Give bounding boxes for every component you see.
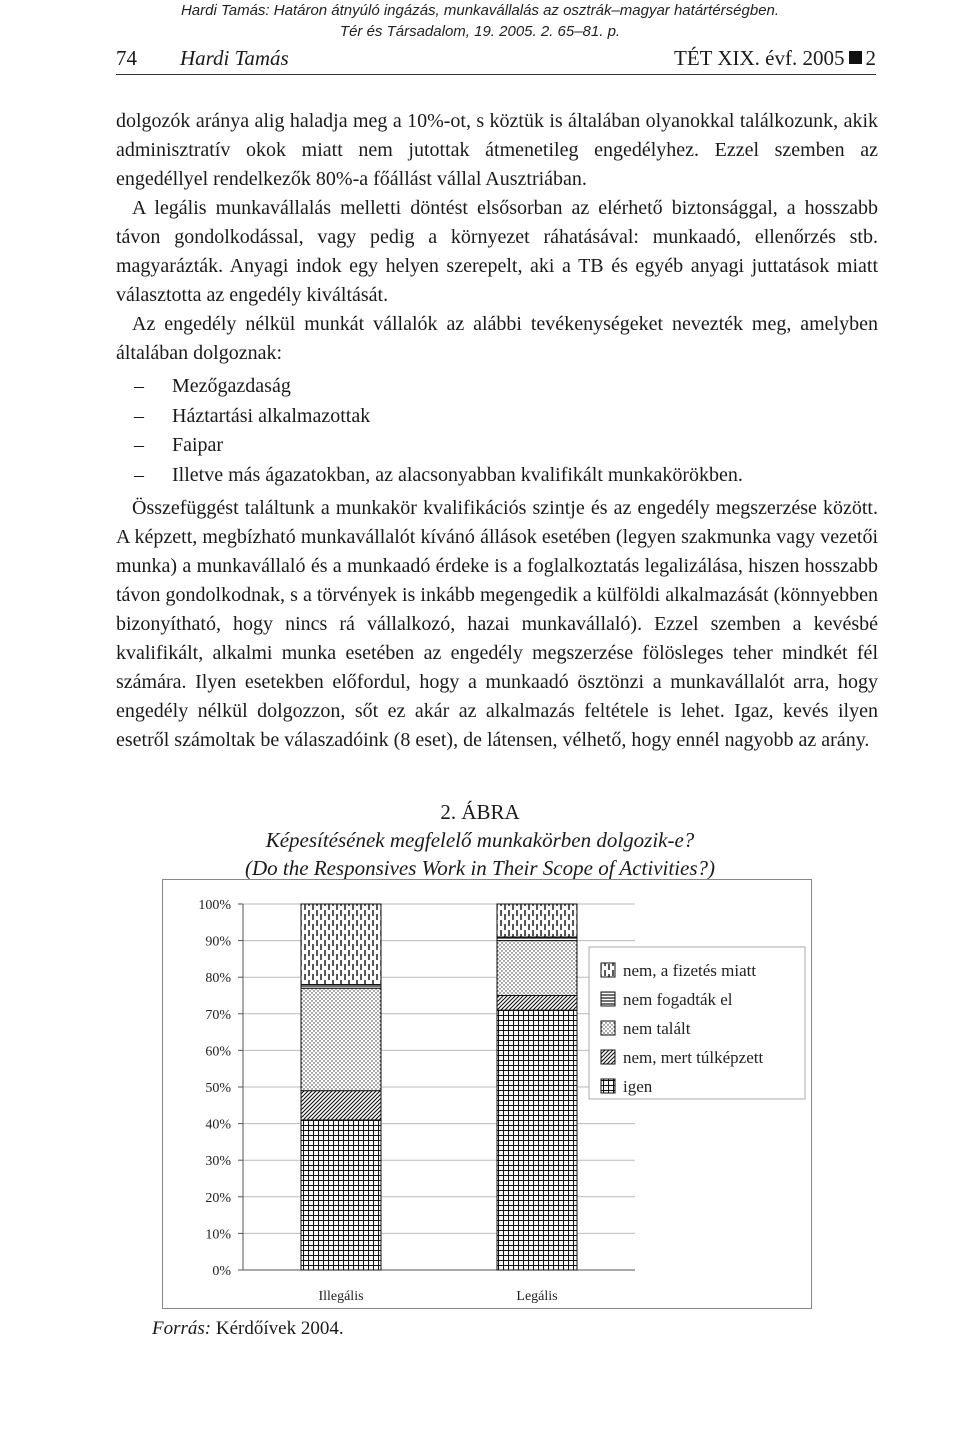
list-item-text: Mezőgazdaság [172, 375, 291, 397]
paragraph-1: dolgozók aránya alig haladja meg a 10%-ot, s köztük is általában olyanokkal találkozunk, akik adminisztratív okok miatt nem jutottak átmenetileg engedélyhez. Ezzel szemben az engedéllyel rendelkezők 80%-a főállást vállal Ausztriában. [116, 110, 878, 190]
y-tick-label: 60% [205, 1044, 231, 1060]
y-tick-label: 40% [205, 1117, 231, 1133]
stacked-bar-chart [163, 880, 811, 1308]
bar-segment-dots [497, 941, 577, 996]
bar-segment-lines [497, 937, 577, 941]
bar-segment-hatch [497, 996, 577, 1011]
body-text [116, 107, 878, 755]
list-item [116, 402, 878, 432]
running-head-journal [674, 46, 876, 71]
bar-segment-grid [497, 1010, 577, 1270]
journal-volume: TÉT XIX. évf. 2005 [674, 46, 845, 70]
list-item [116, 461, 878, 491]
dash-marker: – [134, 463, 144, 486]
square-bullet-icon [849, 51, 862, 64]
source-text: Kérdőívek 2004. [215, 1318, 344, 1339]
citation-line-2: Tér és Társadalom, 19. 2005. 2. 65–81. p. [339, 23, 621, 40]
legend-label: nem talált [623, 1019, 691, 1038]
y-tick-label: 30% [205, 1154, 231, 1170]
legend-swatch-hatch [601, 1050, 615, 1064]
bar-segment-vdash [301, 904, 381, 985]
list-item [116, 372, 878, 402]
journal-issue: 2 [865, 46, 876, 70]
list-item-text: Faipar [172, 434, 224, 456]
y-tick-label: 80% [205, 971, 231, 987]
dash-marker: – [134, 375, 144, 397]
citation-line-1: Hardi Tamás: Határon átnyúló ingázás, munkavállalás az osztrák–magyar határtérségben. [180, 2, 780, 19]
bar-segment-vdash [497, 904, 577, 937]
legend-swatch-lines [601, 992, 615, 1006]
figure-title-en: (Do the Responsives Work in Their Scope of Activities?) [244, 856, 716, 880]
y-tick-label: 90% [205, 934, 231, 950]
y-tick-label: 50% [205, 1081, 231, 1096]
x-category-label: Illegális [318, 1289, 364, 1304]
legend-swatch-dots [601, 1021, 615, 1035]
citation-header [0, 0, 960, 42]
chart-frame [162, 879, 812, 1309]
legend-label: nem, a fizetés miatt [623, 961, 757, 980]
running-head [116, 46, 876, 75]
activity-list [116, 372, 878, 490]
list-item [116, 431, 878, 461]
bar-segment-grid [301, 1120, 381, 1270]
dash-marker: – [134, 404, 144, 427]
legend-label: nem fogadták el [623, 990, 733, 1009]
y-tick-label: 0% [212, 1264, 231, 1279]
y-tick-label: 70% [205, 1007, 231, 1023]
y-tick-label: 20% [205, 1190, 231, 1206]
list-item-text: Háztartási alkalmazottak [172, 404, 371, 427]
legend-swatch-vdash [601, 963, 615, 977]
dash-marker: – [134, 434, 144, 456]
running-head-author: Hardi Tamás [180, 46, 289, 70]
bar-segment-hatch [301, 1091, 381, 1120]
figure-number: 2. ÁBRA [440, 800, 520, 824]
paragraph-3: Az engedély nélkül munkát vállalók az alábbi tevékenységeket nevezték meg, amelyben általában dolgoznak: [116, 313, 878, 364]
figure-title-hu: Képesítésének megfelelő munkakörben dolgozik-e? [265, 828, 695, 852]
bar-segment-dots [301, 988, 381, 1090]
page-number: 74 [116, 46, 137, 70]
bar-segment-lines [301, 985, 381, 989]
legend-label: igen [623, 1077, 653, 1096]
figure-title [0, 798, 960, 882]
paragraph-4: Összefüggést találtunk a munkakör kvalifikációs szintje és az engedély megszerzése között. A képzett, megbízható munkavállalót kívánó állások esetében (legyen szakmunka vagy vezetői munka) a munkavállaló és a munkaadó érdeke is a foglalkoztatás legalizálása, hiszen hosszabb távon gondolkodnak, s a törvények is inkább megengedik a külföldi alkalmazását (könnyebben bizonyítható, hogy nincs rá vállalkozó, hazai munkavállaló). Ezzel szemben a kevésbé kvalifikált, alkalmi munka esetében az engedély megszerzése fölösleges teher mindkét fél számára. Ilyen esetekben előfordul, hogy a munkaadó ösztönzi a munkavállalót arra, hogy engedély nélkül dolgozzon, sőt ez akár az alkalmazás feltétele is lehet. Igaz, kevés ilyen esetről számoltak be válaszadóink (8 eset), de látensen, vélhető, hogy ennél nagyobb az arány. [116, 497, 878, 751]
source-label: Forrás: [152, 1318, 212, 1339]
y-tick-label: 100% [198, 898, 231, 913]
legend-label: nem, mert túlképzett [623, 1048, 764, 1067]
legend-swatch-grid [601, 1079, 615, 1093]
y-tick-label: 10% [205, 1227, 231, 1243]
list-item-text: Illetve más ágazatokban, az alacsonyabban kvalifikált munkakörökben. [172, 463, 743, 486]
figure-source [152, 1318, 344, 1340]
paragraph-2: A legális munkavállalás melletti döntést elsősorban az elérhető biztonsággal, a hosszabb távon gondolkodással, vagy pedig a környezet ráhatásával: munkaadó, ellenőrzés stb. magyarázták. Anyagi indok egy helyen szerepelt, aki a TB és egyéb anyagi juttatások miatt választotta az engedély kiváltását. [116, 197, 878, 306]
x-category-label: Legális [516, 1289, 558, 1304]
